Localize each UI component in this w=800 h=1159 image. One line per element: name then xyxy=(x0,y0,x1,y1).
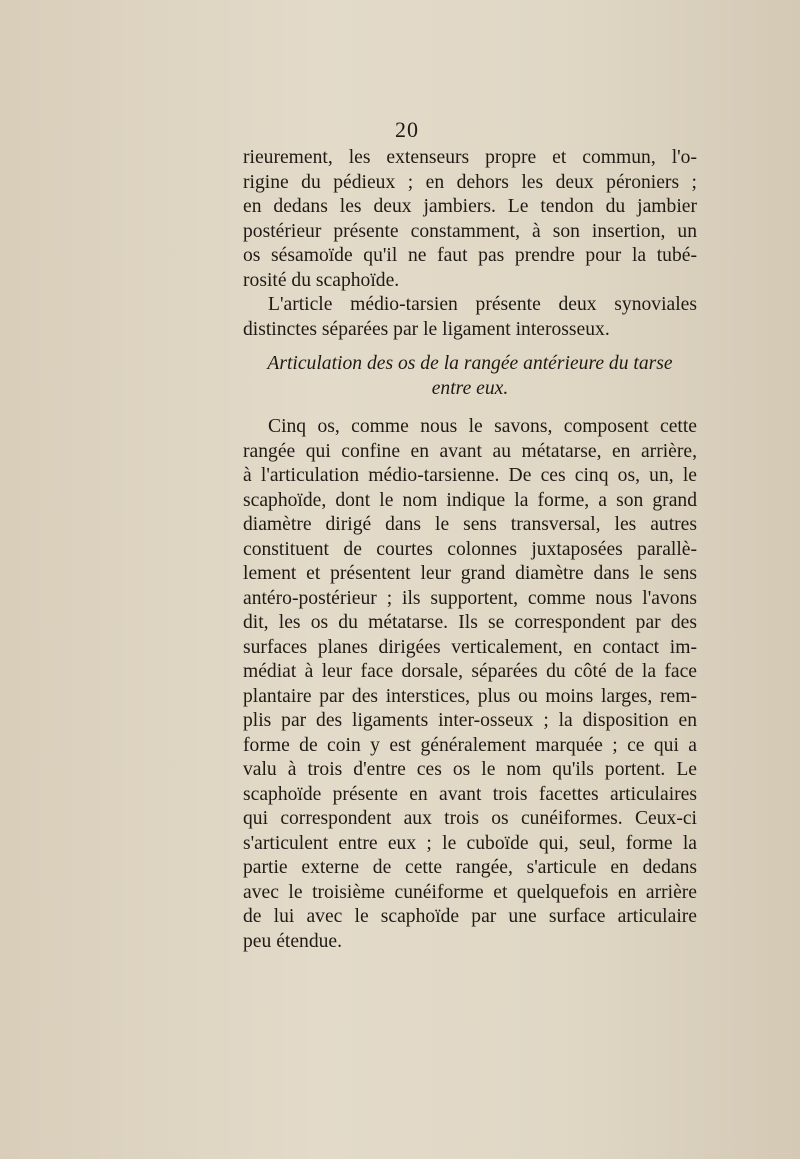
text-line: constituent de courtes colonnes juxtaposées parallè- xyxy=(243,538,697,560)
page-number: 20 xyxy=(395,117,419,142)
text-line: scaphoïde, dont le nom indique la forme, a son grand xyxy=(243,489,697,511)
text-line: postérieur présente constamment, à son insertion, un xyxy=(243,220,697,242)
text-line: partie externe de cette rangée, s'articule en dedans xyxy=(243,857,697,878)
text-line: os sésamoïde qu'il ne faut pas prendre pour la tubé- xyxy=(243,245,697,266)
paragraph-3 xyxy=(243,415,697,954)
text-line: avec le troisième cunéiforme et quelquefois en arrière xyxy=(243,881,697,903)
text-line: rosité du scaphoïde. xyxy=(243,269,400,291)
text-line: valu à trois d'entre ces os le nom qu'ils portent. Le xyxy=(243,759,697,780)
text-line: plantaire par des interstices, plus ou moins larges, rem- xyxy=(243,685,697,707)
text-line: de lui avec le scaphoïde par une surface articulaire xyxy=(243,906,697,927)
text-line: dit, les os du métatarse. Ils se correspondent par des xyxy=(243,612,697,633)
text-body xyxy=(243,146,697,954)
text-line: distinctes séparées par le ligament interosseux. xyxy=(243,318,610,340)
text-line: à l'articulation médio-tarsienne. De ces cinq os, un, le xyxy=(243,465,697,486)
text-line: rieurement, les extenseurs propre et commun, l'o- xyxy=(243,147,697,168)
text-line: qui correspondent aux trois os cunéiformes. Ceux-ci xyxy=(243,808,697,829)
text-line: L'article médio-tarsien présente deux synoviales xyxy=(268,294,697,315)
text-line: peu étendue. xyxy=(243,930,343,952)
text-line: Cinq os, comme nous le savons, composent cette xyxy=(268,416,697,437)
text-line: surfaces planes dirigées verticalement, en contact im- xyxy=(243,636,697,658)
text-line: médiat à leur face dorsale, séparées du côté de la face xyxy=(243,661,697,682)
text-line: plis par des ligaments inter-osseux ; la disposition en xyxy=(243,710,697,731)
heading-line: entre eux. xyxy=(431,377,509,399)
heading-line: Articulation des os de la rangée antérieure du tarse xyxy=(267,353,673,374)
text-line: diamètre dirigé dans le sens transversal, les autres xyxy=(243,514,697,535)
text-line: forme de coin y est généralement marquée ; ce qui a xyxy=(243,734,697,756)
paragraph-2 xyxy=(243,293,697,342)
text-line: rangée qui confine en avant au métatarse, en arrière, xyxy=(243,440,697,462)
paragraph-1 xyxy=(243,146,697,293)
section-heading xyxy=(243,352,697,401)
text-line: lement et présentent leur grand diamètre dans le sens xyxy=(243,563,697,584)
text-line: en dedans les deux jambiers. Le tendon du jambier xyxy=(243,196,697,217)
text-line: antéro-postérieur ; ils supportent, comme nous l'avons xyxy=(243,587,697,609)
text-line: rigine du pédieux ; en dehors les deux péroniers ; xyxy=(243,171,697,193)
text-line: s'articulent entre eux ; le cuboïde qui, seul, forme la xyxy=(243,832,697,854)
text-line: scaphoïde présente en avant trois facettes articulaires xyxy=(243,783,697,805)
